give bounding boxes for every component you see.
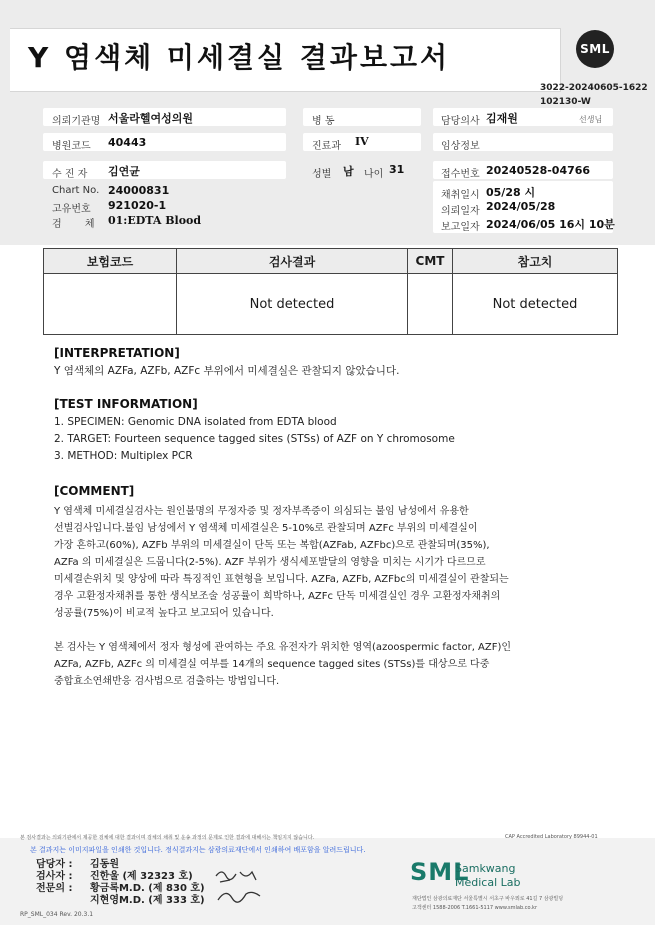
- comment-line: AZFa 의 미세결실은 드뭅니다(2-5%). AZF 부위가 생식세포발달의 영향을 미치는 시기가 다르므로: [54, 557, 486, 568]
- test-result-header: 검사결과: [177, 249, 408, 274]
- footer-notice: 본 결과지는 이미지파일을 인쇄한 것입니다. 정식결과지는 삼광의료재단에서 인쇄하여 배포함을 알려드립니다.: [30, 846, 366, 854]
- chart-no-value: 24000831: [108, 184, 170, 197]
- patient-value: 김연균: [108, 165, 140, 178]
- lab-name-line1: Samkwang: [455, 862, 516, 875]
- sex-value: 남: [343, 165, 354, 178]
- sex-label: 성별: [312, 169, 332, 180]
- table-row: [44, 274, 618, 335]
- comment-line: 미세결손위치 및 양상에 따라 특징적인 표현형을 보입니다. AZFa, AZFb, AZFbc의 미세결실이 관찰되는: [54, 574, 509, 585]
- comment-line: 가장 흔하고(60%), AZFb 부위의 미세결실이 단독 또는 복합(AZFab, AZFbc)으로 관찰되며(35%),: [54, 540, 490, 551]
- lab-name-line2: Medical Lab: [455, 876, 521, 889]
- institution-value: 서울라헬여성의원: [108, 112, 194, 125]
- staff-role: 전문의 :: [36, 883, 73, 894]
- lab-address-line1: 재단법인 삼광의료재단 서울특별시 서초구 바우뫼로 41길 7 삼광빌딩: [412, 896, 564, 902]
- specimen-label: 검 체: [52, 219, 105, 230]
- age-value: 31: [389, 163, 405, 176]
- age-label: 나이: [364, 169, 384, 180]
- report-number-line2: 102130-W: [540, 97, 591, 107]
- result-table: [43, 248, 618, 335]
- report-number-line1: 3022-20240605-1622: [540, 83, 648, 93]
- insurance-code-cell: [44, 274, 177, 335]
- ward-label: 병 동: [312, 116, 335, 127]
- test-information-title: [TEST INFORMATION]: [54, 397, 198, 411]
- staff-name: 진한울 (제 32323 호): [90, 871, 193, 882]
- cmt-cell: [408, 274, 453, 335]
- test-info-item: 3. METHOD: Multiplex PCR: [54, 450, 193, 462]
- comment-title: [COMMENT]: [54, 484, 135, 498]
- doctor-value: 김재원: [486, 112, 518, 125]
- doctor-label: 담당의사: [441, 116, 480, 127]
- comment-line: 본 검사는 Y 염색체에서 정자 형성에 관여하는 주요 유전자가 위치한 영역(azoospermic factor, AZF)인: [54, 642, 512, 653]
- hospital-code-value: 40443: [108, 136, 147, 149]
- comment-line: 성공률(75%)이 비교적 높다고 보고되어 있습니다.: [54, 608, 274, 619]
- department-value: IV: [355, 135, 369, 148]
- department-label: 진료과: [312, 141, 341, 152]
- reference-cell: Not detected: [453, 274, 618, 335]
- request-date-value: 2024/05/28: [486, 200, 556, 213]
- unique-no-label: 고유번호: [52, 204, 91, 215]
- staff-role: 검사자 :: [36, 871, 73, 882]
- sml-footer-logo-icon: SML: [410, 858, 470, 886]
- report-date-value: 2024/06/05 16시 10분: [486, 218, 615, 231]
- test-info-item: 1. SPECIMEN: Genomic DNA isolated from EDTA blood: [54, 416, 337, 428]
- staff-role: 담당자 :: [36, 859, 73, 870]
- patient-label: 수 진 자: [52, 169, 88, 180]
- test-result-cell: Not detected: [177, 274, 408, 335]
- footer-fine-print: 본 검사결과는 의뢰기관에서 제공한 검체에 대한 결과이며 검체의 채취 및 운송 과정의 문제로 인한 결과에 대해서는 책임지지 않습니다.: [20, 835, 315, 841]
- institution-label: 의뢰기관명: [52, 116, 101, 127]
- interpretation-text: Y 염색체의 AZFa, AZFb, AZFc 부위에서 미세결실은 관찰되지 않았습니다.: [54, 365, 400, 377]
- report-date-label: 보고일자: [441, 222, 480, 233]
- receipt-no-label: 접수번호: [441, 169, 480, 180]
- reference-header: 참고치: [453, 249, 618, 274]
- chart-no-label: Chart No.: [52, 185, 100, 196]
- interpretation-title: [INTERPRETATION]: [54, 346, 180, 360]
- report-title: Y 염색체 미세결실 결과보고서: [28, 41, 451, 74]
- comment-line: AZFa, AZFb, AZFc 의 미세결실 여부를 14개의 sequence tagged sites (STSs)를 대상으로 다중: [54, 659, 490, 670]
- comment-line: 경우 고환정자채취를 통한 생식보조술 성공률이 희박하나, AZFc 단독 미세결실인 경우 고환정자채취의: [54, 591, 501, 602]
- sml-logo-icon: SML: [576, 30, 614, 68]
- insurance-code-header: 보험코드: [44, 249, 177, 274]
- form-code: RP_SML_034 Rev. 20.3.1: [20, 911, 94, 918]
- result-table-header-row: [44, 249, 618, 274]
- staff-name: 김동원: [90, 859, 119, 870]
- staff-name: 황금록M.D. (제 830 호): [90, 883, 205, 894]
- collection-date-label: 채취일시: [441, 190, 480, 201]
- unique-no-value: 921020-1: [108, 199, 167, 212]
- clinical-info-label: 임상정보: [441, 141, 480, 152]
- lab-address-line2: 고객센터 1588-2006 T.1661-5117 www.smlab.co.kr: [412, 905, 537, 911]
- comment-line: Y 염색체 미세결실검사는 원인불명의 무정자증 및 정자부족증이 의심되는 불임 남성에서 유용한: [54, 506, 469, 517]
- signature-image: [212, 866, 264, 906]
- comment-line: 중합효소연쇄반응 검사법으로 검출하는 방법입니다.: [54, 676, 280, 687]
- doctor-suffix: 선생님: [579, 115, 603, 124]
- cmt-header: CMT: [408, 249, 453, 274]
- specimen-value: 01:EDTA Blood: [108, 214, 202, 227]
- request-date-label: 의뢰일자: [441, 206, 480, 217]
- staff-name: 지현영M.D. (제 333 호): [90, 895, 205, 906]
- hospital-code-label: 병원코드: [52, 141, 91, 152]
- comment-line: 선별검사입니다.불임 남성에서 Y 염색체 미세결실은 5-10%로 관찰되며 AZFc 부위의 미세결실이: [54, 523, 478, 534]
- receipt-no-value: 20240528-04766: [486, 164, 591, 177]
- cap-accreditation: CAP Accredited Laboratory 89944-01: [505, 834, 598, 840]
- collection-date-value: 05/28 시: [486, 186, 536, 199]
- test-info-item: 2. TARGET: Fourteen sequence tagged sites (STSs) of AZF on Y chromosome: [54, 433, 455, 445]
